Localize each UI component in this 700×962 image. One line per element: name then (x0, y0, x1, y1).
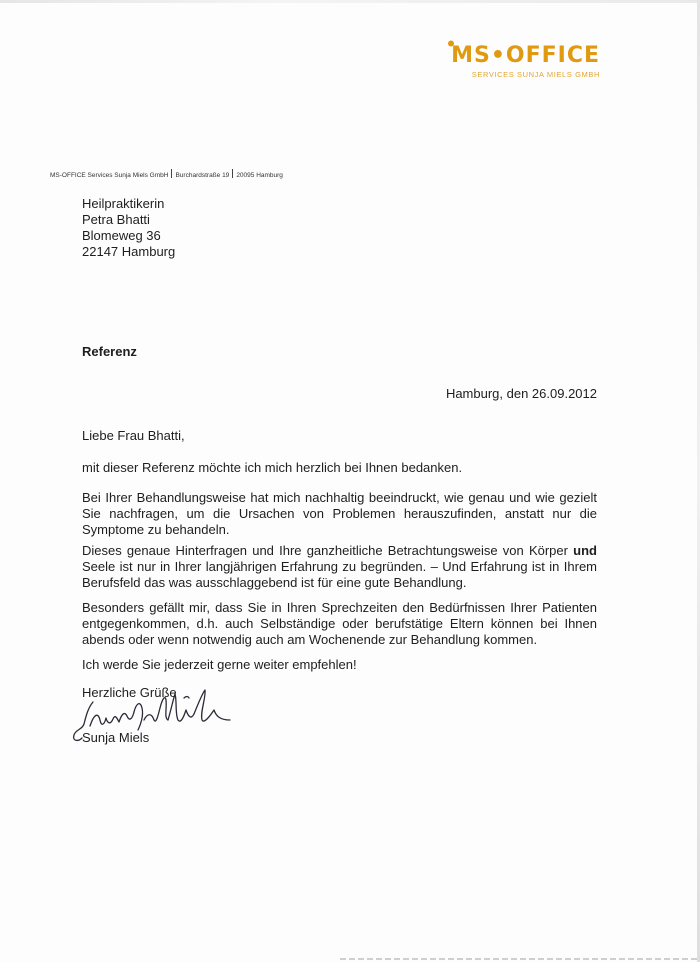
recipient-title: Heilpraktikerin (82, 196, 165, 211)
logo-name: MS•OFFICE (451, 43, 600, 68)
scan-edge-bottom (340, 958, 700, 960)
recipient-name: Petra Bhatti (82, 212, 150, 227)
letter-date: Hamburg, den 26.09.2012 (445, 386, 597, 401)
paragraph-4: Besonders gefällt mir, dass Sie in Ihren Sprechzeiten den Bedürfnissen Ihrer Patienten entgegenkommen, d.h. auch Selbständige oder berufstätige Eltern können bei Ihnen abends oder wenn notwendig auch am Wochenende zur Behandlung kommen. (82, 600, 597, 647)
paragraph-2: Bei Ihrer Behandlungsweise hat mich nachhaltig beeindruckt, wie genau und wie gezielt Sie nachfragen, um die Ursachen von Problemen herauszufinden, anstatt nur die Symptome zu behandeln. (82, 490, 597, 537)
separator (171, 169, 172, 178)
recipient-street: Blomeweg 36 (82, 228, 161, 243)
letter-subject: Referenz (82, 344, 137, 359)
sender-company: MS-OFFICE Services Sunja Miels GmbH (50, 172, 169, 179)
salutation: Liebe Frau Bhatti, (82, 428, 185, 443)
scan-edge-top (0, 0, 700, 3)
sender-return-address (50, 169, 283, 180)
company-logo (440, 40, 605, 84)
sender-street: Burchardstraße 19 (175, 172, 230, 179)
signer-name: Sunja Miels (82, 730, 150, 745)
paragraph-3-emphasis: und (573, 543, 597, 558)
handwritten-signature (60, 686, 250, 746)
recipient-address (82, 196, 175, 260)
paragraph-3-part-a: Dieses genaue Hinterfragen und Ihre ganzheitliche Betrachtungsweise von Körper (82, 543, 574, 558)
sender-city: 20095 Hamburg (236, 172, 283, 179)
logo-subtitle: SERVICES SUNJA MIELS GMBH (471, 70, 600, 79)
recipient-city: 22147 Hamburg (82, 244, 176, 259)
paragraph-5: Ich werde Sie jederzeit gerne weiter empfehlen! (82, 657, 357, 672)
closing: Herzliche Grüße (82, 685, 177, 700)
separator (232, 169, 233, 178)
paragraph-3-part-b: Seele ist nur in Ihrer langjährigen Erfahrung zu begründen. – Und Erfahrung ist in Ihrem Berufsfeld das was ausschlaggebend ist für eine gute Behandlung. (82, 559, 597, 590)
paragraph-3 (82, 543, 597, 591)
paragraph-1: mit dieser Referenz möchte ich mich herzlich bei Ihnen bedanken. (82, 460, 463, 475)
